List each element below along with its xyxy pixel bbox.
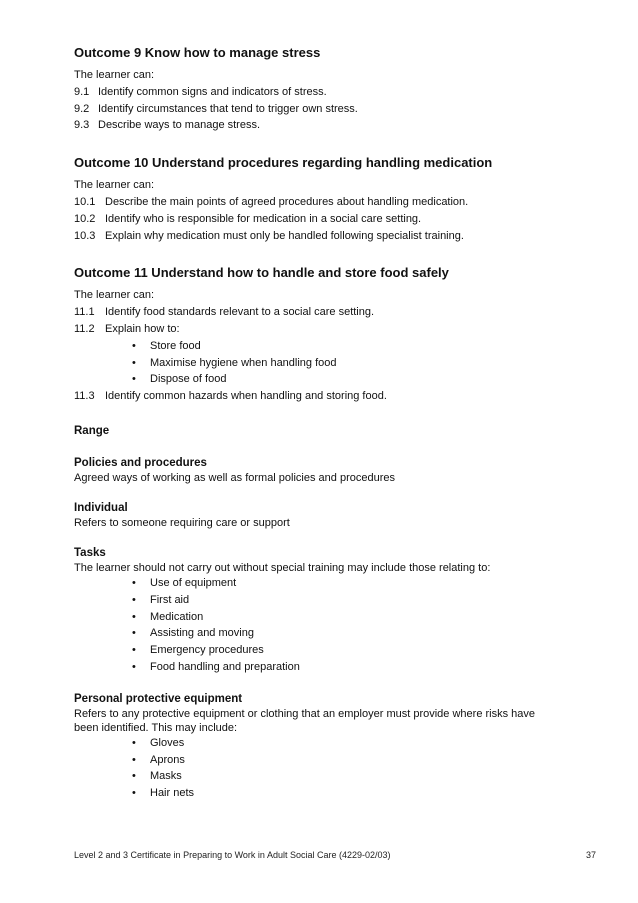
item-text: Identify common hazards when handling and storing food. xyxy=(105,390,387,403)
outcome-item xyxy=(74,211,574,228)
section-ppe xyxy=(74,691,574,802)
bullet-icon: • xyxy=(132,627,136,640)
outcome-item xyxy=(74,117,574,134)
item-text: Describe the main points of agreed procedures about handling medication. xyxy=(105,195,469,208)
document-page xyxy=(74,44,574,817)
outcome-10-title: Outcome 10 Understand procedures regarding handling medication xyxy=(74,155,493,171)
item-number: 11.1 xyxy=(74,306,95,319)
item-number: 9.2 xyxy=(74,102,90,115)
item-text: Explain how to: xyxy=(105,322,180,335)
bullet-text: Food handling and preparation xyxy=(150,660,300,673)
page-number: 37 xyxy=(585,850,596,860)
bullet-text: Aprons xyxy=(150,753,185,766)
bullet-icon: • xyxy=(132,787,136,800)
section-text: Agreed ways of working as well as formal policies and procedures xyxy=(74,471,395,484)
outcome-11 xyxy=(74,264,574,405)
bullet-icon: • xyxy=(132,644,136,657)
outcome-item xyxy=(74,101,574,118)
item-number: 10.3 xyxy=(74,229,96,242)
bullet-item xyxy=(74,625,574,642)
bullet-icon: • xyxy=(132,753,136,766)
bullet-text: Medication xyxy=(150,610,204,623)
item-text: Identify food standards relevant to a social care setting. xyxy=(105,306,375,319)
bullet-icon: • xyxy=(132,770,136,783)
section-title: Policies and procedures xyxy=(74,456,207,469)
bullet-icon: • xyxy=(132,736,136,749)
bullet-item xyxy=(74,575,574,592)
bullet-text: Assisting and moving xyxy=(150,627,254,640)
item-number: 11.2 xyxy=(74,322,95,335)
bullet-item xyxy=(74,659,574,676)
bullet-item xyxy=(74,752,574,769)
item-number: 9.1 xyxy=(74,85,90,98)
section-individual xyxy=(74,500,574,530)
bullet-item xyxy=(74,735,574,752)
bullet-text: Masks xyxy=(150,770,182,783)
item-number: 10.2 xyxy=(74,212,96,225)
bullet-icon: • xyxy=(132,356,136,369)
bullet-item xyxy=(74,371,574,388)
outcome-11-intro: The learner can: xyxy=(74,289,155,302)
bullet-item xyxy=(74,609,574,626)
bullet-item xyxy=(74,355,574,372)
item-number: 10.1 xyxy=(74,195,96,208)
bullet-item xyxy=(74,642,574,659)
section-text: The learner should not carry out without special training may include those relating to: xyxy=(74,561,491,574)
bullet-icon: • xyxy=(132,339,136,352)
outcome-item xyxy=(74,304,574,321)
outcome-9-title: Outcome 9 Know how to manage stress xyxy=(74,45,321,60)
outcome-9 xyxy=(74,44,574,134)
outcome-item xyxy=(74,194,574,211)
item-number: 9.3 xyxy=(74,119,90,132)
page-footer xyxy=(74,850,596,860)
bullet-item xyxy=(74,785,574,802)
bullet-text: Use of equipment xyxy=(150,576,237,589)
outcome-item xyxy=(74,84,574,101)
item-text: Describe ways to manage stress. xyxy=(98,119,261,132)
outcome-item xyxy=(74,388,574,405)
item-text: Identify who is responsible for medication in a social care setting. xyxy=(105,212,422,225)
bullet-icon: • xyxy=(132,660,136,673)
outcome-10 xyxy=(74,154,574,244)
outcome-9-intro: The learner can: xyxy=(74,69,155,81)
bullet-item xyxy=(74,592,574,609)
footer-text: Level 2 and 3 Certificate in Preparing to Work in Adult Social Care (4229-02/03) xyxy=(74,850,391,860)
bullet-icon: • xyxy=(132,576,136,589)
bullet-icon: • xyxy=(132,373,136,386)
section-text: Refers to someone requiring care or support xyxy=(74,516,290,529)
outcome-item xyxy=(74,321,574,338)
bullet-text: Emergency procedures xyxy=(150,644,264,657)
item-number: 11.3 xyxy=(74,390,95,403)
bullet-text: First aid xyxy=(150,593,190,606)
bullet-item xyxy=(74,338,574,355)
section-text-line-2: been identified. This may include: xyxy=(74,721,238,734)
bullet-text: Store food xyxy=(150,339,201,352)
bullet-text: Gloves xyxy=(150,736,185,749)
bullet-text: Maximise hygiene when handling food xyxy=(150,356,337,369)
section-tasks xyxy=(74,545,574,676)
bullet-icon: • xyxy=(132,593,136,606)
bullet-text: Hair nets xyxy=(150,787,195,800)
section-policies xyxy=(74,455,574,485)
section-title: Personal protective equipment xyxy=(74,692,243,705)
section-text-line-1: Refers to any protective equipment or clothing that an employer must provide where risks have xyxy=(74,707,536,720)
item-text: Identify common signs and indicators of stress. xyxy=(98,85,327,98)
item-text: Explain why medication must only be handled following specialist training. xyxy=(105,229,464,242)
bullet-icon: • xyxy=(132,610,136,623)
section-title: Individual xyxy=(74,501,128,514)
outcome-10-intro: The learner can: xyxy=(74,179,155,192)
bullet-text: Dispose of food xyxy=(150,373,227,386)
range-heading: Range xyxy=(74,424,110,437)
section-title: Tasks xyxy=(74,546,106,559)
outcome-11-title: Outcome 11 Understand how to handle and store food safely xyxy=(74,265,449,281)
item-text: Identify circumstances that tend to trigger own stress. xyxy=(98,102,358,115)
bullet-item xyxy=(74,768,574,785)
outcome-item xyxy=(74,228,574,245)
